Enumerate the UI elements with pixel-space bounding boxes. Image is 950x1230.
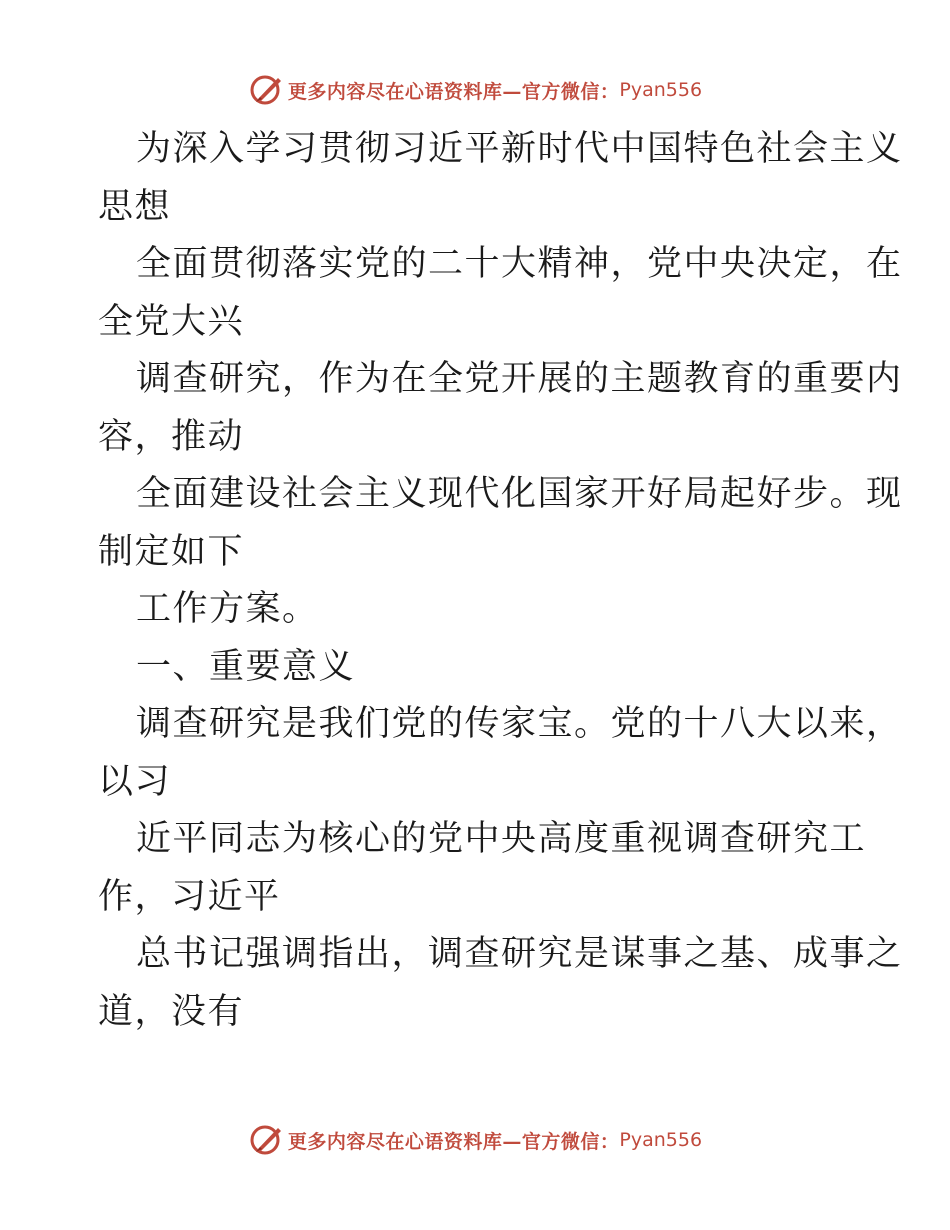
quill-pen-circle-icon — [248, 72, 284, 108]
body-line: 近平同志为核心的党中央高度重视调查研究工 — [136, 819, 867, 859]
watermark-text: 更多内容尽在心语资料库—官方微信： — [287, 80, 620, 103]
body-line: 为深入学习贯彻习近平新时代中国特色社会主义 — [136, 129, 903, 169]
header-watermark — [0, 70, 950, 110]
body-line: 制定如下 — [98, 531, 245, 572]
watermark-wechat-id: Pyan556 — [619, 79, 703, 101]
watermark-wechat-id: Pyan556 — [619, 1129, 703, 1151]
body-line: 工作方案。 — [136, 589, 319, 629]
body-line: 调查研究是我们党的传家宝。党的十八大以来， — [136, 704, 903, 744]
body-line: 全面贯彻落实党的二十大精神，党中央决定，在 — [136, 244, 903, 284]
body-line: 调查研究，作为在全党开展的主题教育的重要内 — [136, 359, 903, 399]
body-line: 以习 — [98, 761, 172, 802]
body-line: 作，习近平 — [98, 876, 281, 917]
quill-pen-circle-icon — [248, 1122, 284, 1158]
body-line: 容，推动 — [98, 416, 245, 457]
watermark-text: 更多内容尽在心语资料库—官方微信： — [287, 1130, 620, 1153]
section-heading: 一、重要意义 — [136, 646, 356, 687]
body-line: 全党大兴 — [98, 301, 245, 342]
body-line: 总书记强调指出，调查研究是谋事之基、成事之 — [136, 934, 903, 974]
body-line: 思想 — [98, 186, 172, 227]
document-body — [98, 121, 903, 1041]
footer-watermark — [0, 1120, 950, 1160]
body-line: 全面建设社会主义现代化国家开好局起好步。现 — [136, 474, 903, 514]
body-line: 道，没有 — [98, 991, 245, 1032]
